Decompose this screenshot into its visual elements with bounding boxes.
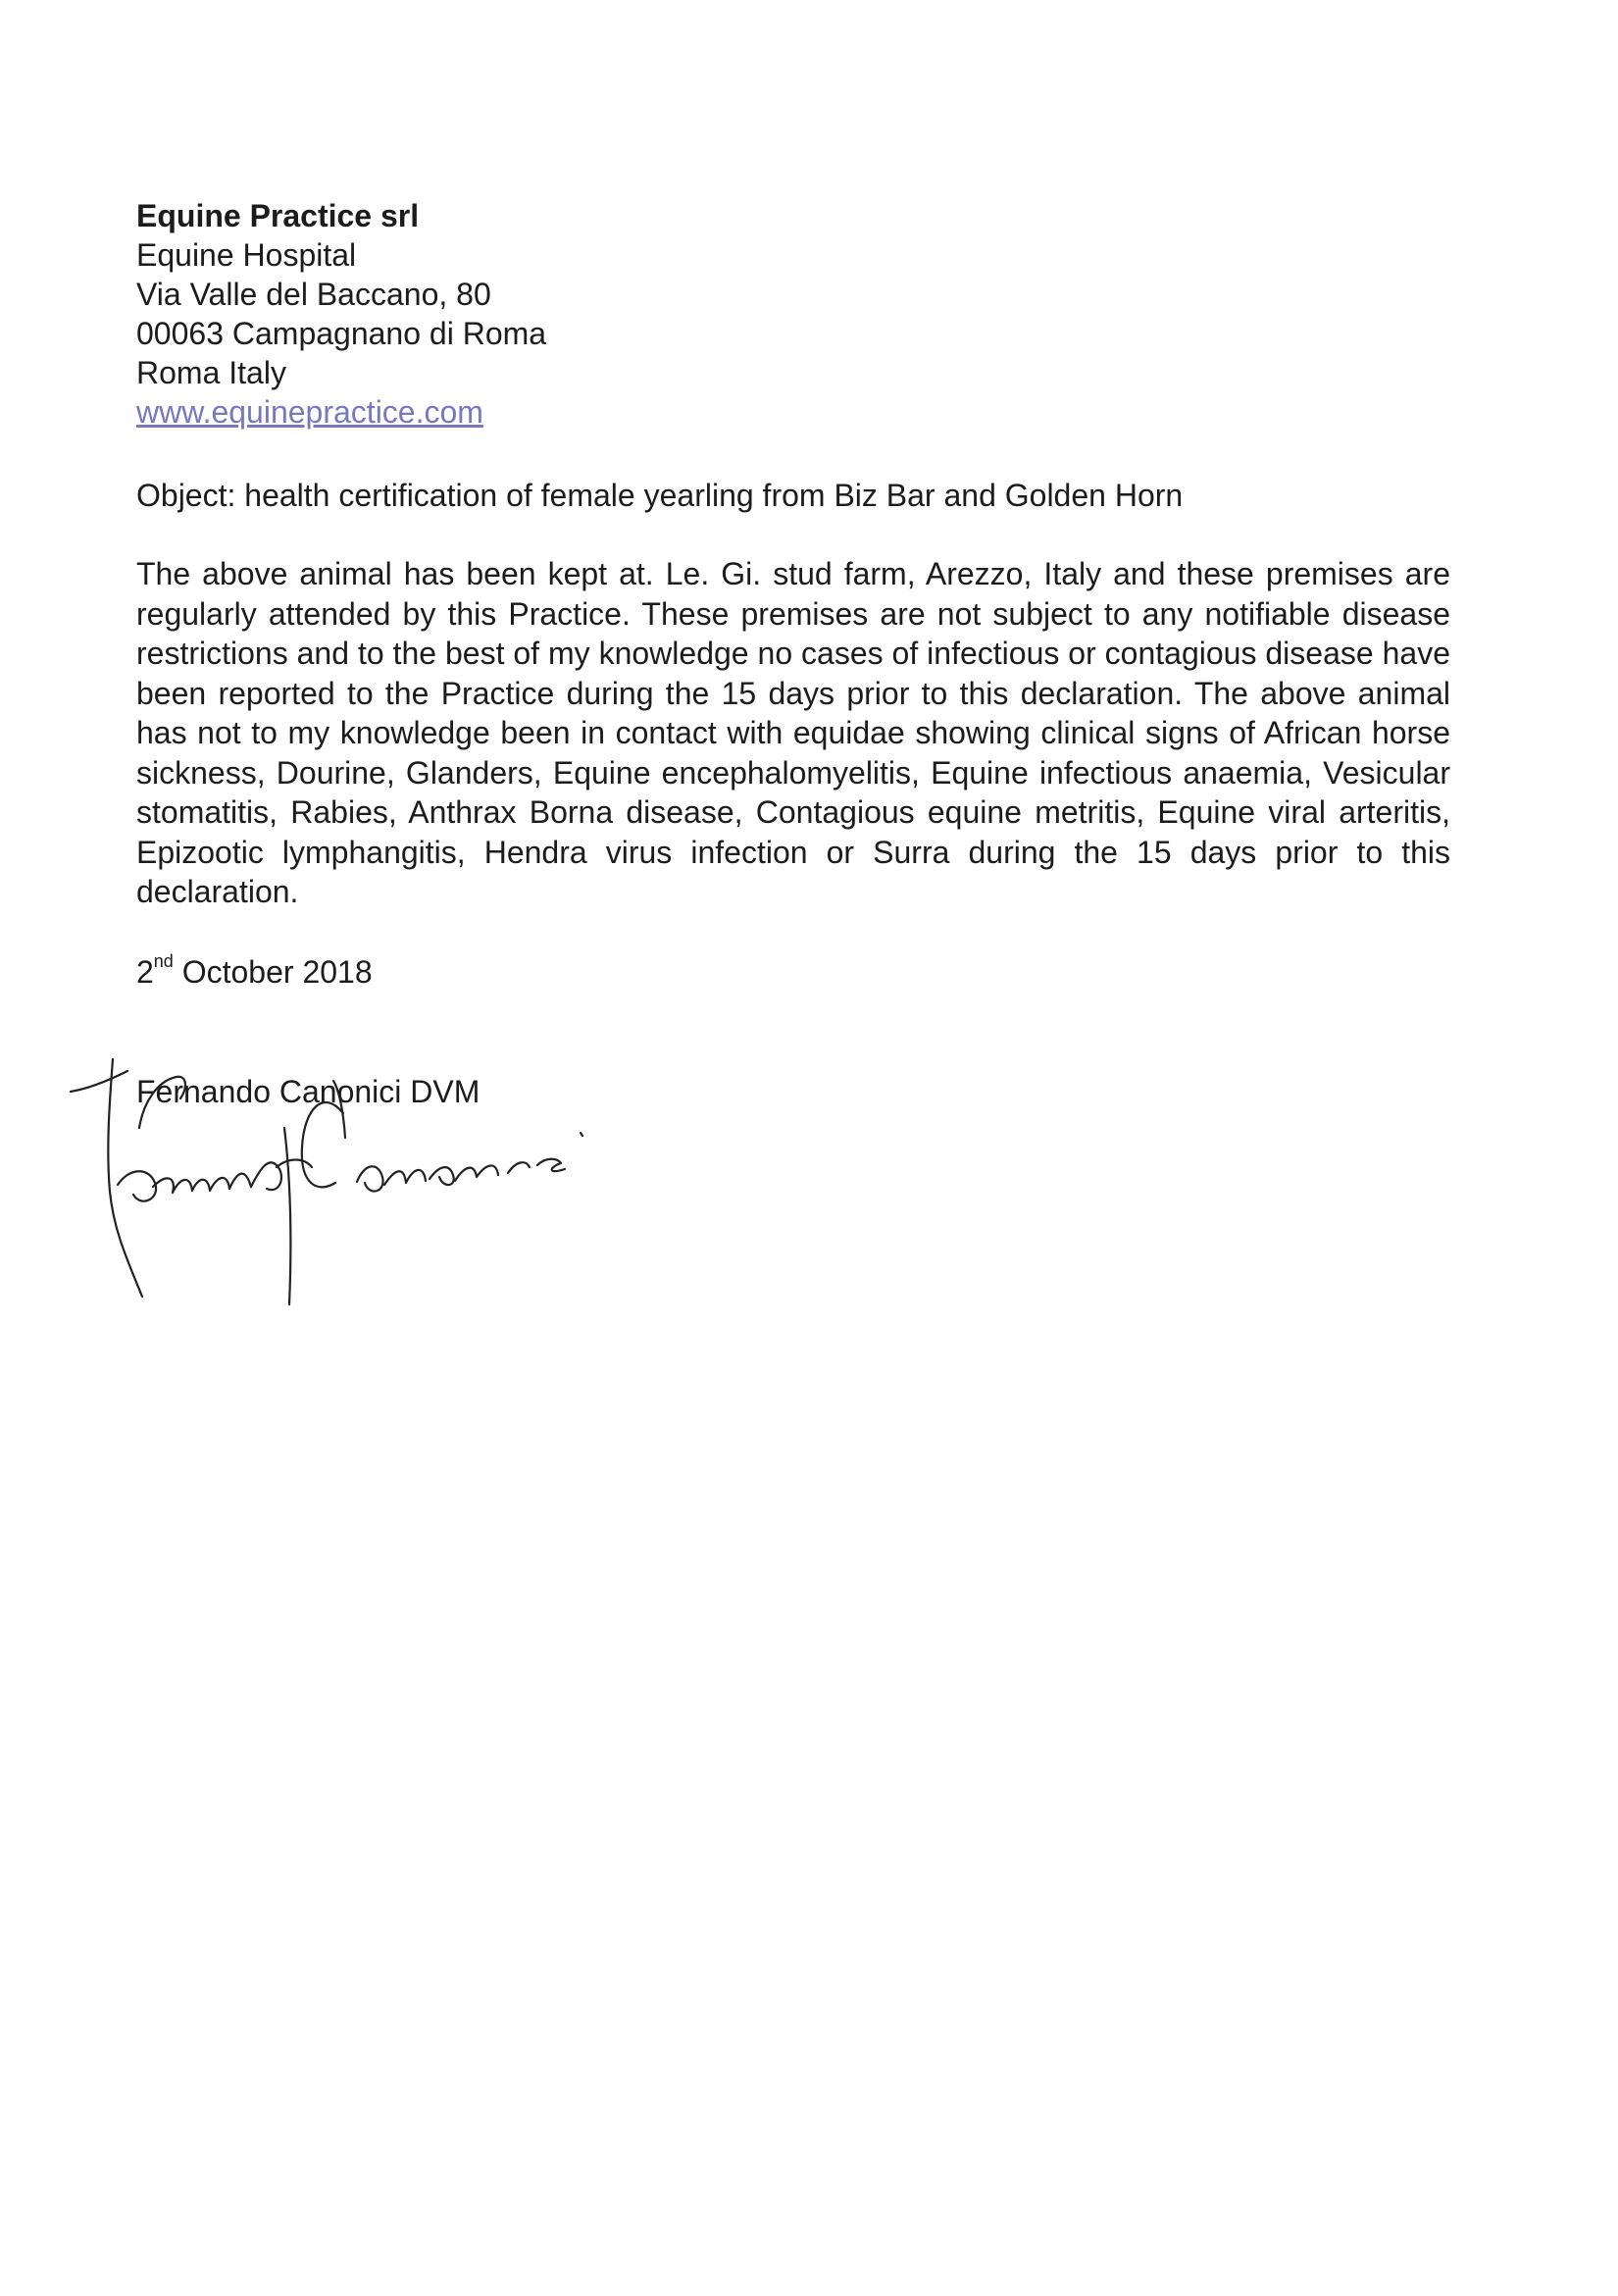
- signatory-name: Fernando Canonici DVM: [136, 1074, 480, 1109]
- signature-icon: [59, 1020, 745, 1314]
- department-name: Equine Hospital: [136, 237, 357, 273]
- letter-date: [136, 952, 373, 992]
- letter-body: The above animal has been kept at. Le. Gi. stud farm, Arezzo, Italy and these premises are regularly attended by this Practice. These premises are not subject to any notifiable disease restrictions and to the best of my knowledge no cases of infectious or contagious disease have been reported to the Practice during the 15 days prior to this declaration. The above animal has not to my knowledge been in contact with equidae showing clinical signs of African horse sickness, Dourine, Glanders, Equine encephalomyelitis, Equine infectious anaemia, Vesicular stomatitis, Rabies, Anthrax Borna disease, Contagious equine metritis, Equine viral arteritis, Epizootic lymphangitis, Hendra virus infection or Surra during the 15 days prior to this declaration.: [136, 556, 1450, 909]
- date-month-year: October 2018: [173, 954, 373, 990]
- date-suffix: nd: [153, 951, 174, 972]
- date-day: 2: [136, 954, 154, 990]
- company-name: Equine Practice srl: [136, 198, 420, 233]
- website-link[interactable]: www.equinepractice.com: [136, 394, 483, 430]
- city-address: 00063 Campagnano di Roma: [136, 316, 547, 351]
- sender-address-block: [136, 196, 1450, 432]
- region-address: Roma Italy: [136, 355, 286, 390]
- letter-object: Object: health certification of female yearling from Biz Bar and Golden Horn: [136, 478, 1184, 513]
- street-address: Via Valle del Baccano, 80: [136, 277, 491, 312]
